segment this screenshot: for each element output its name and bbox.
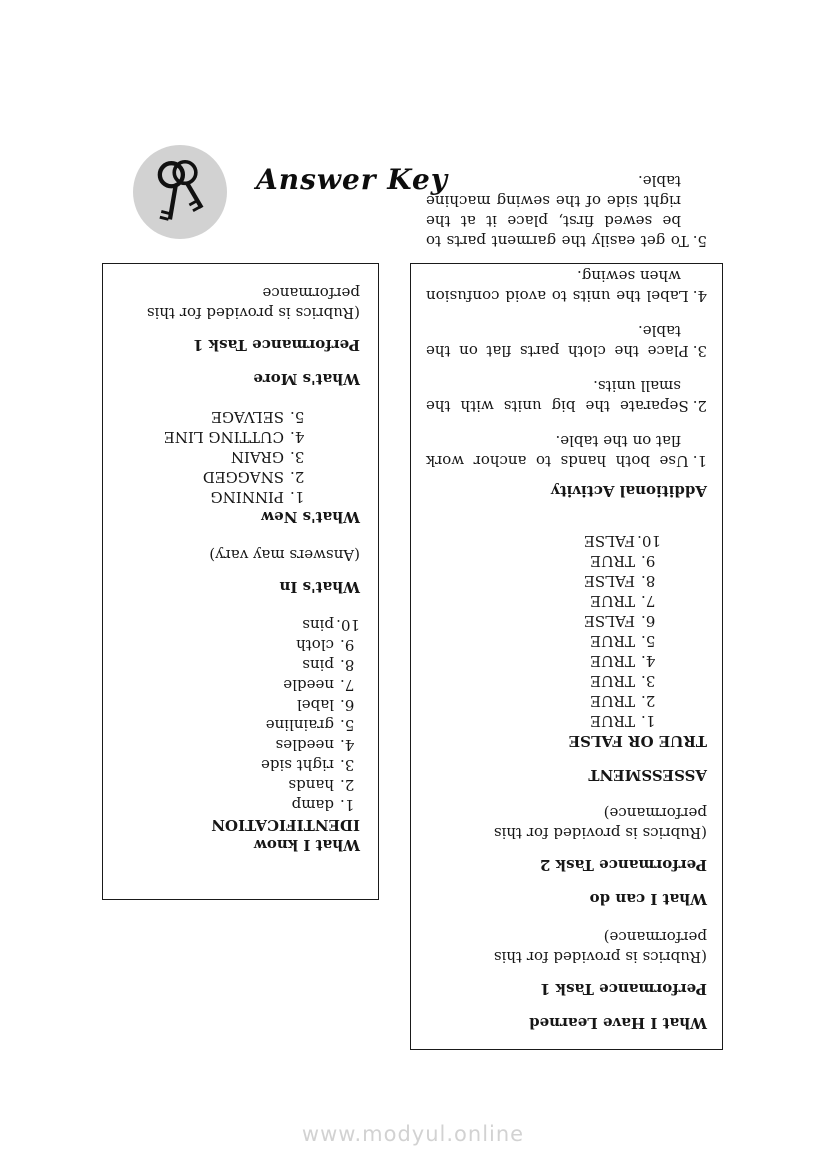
- item-text: PINNING: [210, 488, 284, 506]
- item-number: 5.: [290, 408, 305, 426]
- answer-list-item: [426, 571, 661, 591]
- item-text: FALSE: [583, 572, 635, 590]
- section-heading: ASSESSMENT: [588, 766, 707, 784]
- item-text: damp: [291, 796, 334, 814]
- answer-list-item: [426, 611, 661, 631]
- item-text: TRUE: [590, 672, 635, 690]
- performance-task-label: Performance Task 1: [539, 980, 707, 998]
- item-text: Place the cloth parts flat on the table.: [426, 322, 689, 360]
- answer-list-item: [121, 715, 360, 735]
- item-number: 5.: [641, 632, 656, 650]
- item-number: 9.: [340, 636, 355, 654]
- answer-list-item: [121, 635, 360, 655]
- answer-list-item: [121, 407, 310, 427]
- item-number: 2.: [290, 468, 305, 486]
- answer-paragraph: [426, 171, 707, 251]
- item-text: GRAIN: [230, 448, 284, 466]
- item-text: pins: [302, 616, 334, 634]
- section-what-i-can-do: [426, 803, 707, 909]
- item-text: needles: [275, 736, 334, 754]
- whats-new-answer-list: [121, 407, 310, 507]
- additional-activity-list: [426, 171, 707, 471]
- item-number: 4.: [290, 428, 305, 446]
- answer-paragraph: [426, 321, 707, 361]
- answer-box-left: [102, 263, 379, 900]
- item-text: FALSE: [583, 612, 635, 630]
- item-number: 3.: [340, 756, 355, 774]
- answer-list-item: [426, 671, 661, 691]
- true-false-answer-list: [426, 531, 661, 731]
- answer-list-item: [426, 551, 661, 571]
- section-whats-more: [121, 283, 360, 389]
- section-whats-in: [121, 545, 360, 597]
- answer-list-item: [121, 795, 360, 815]
- item-text: Use both hands to anchor work flat on the table.: [426, 432, 689, 470]
- item-number: 2.: [692, 397, 707, 415]
- item-number: 4.: [641, 652, 656, 670]
- answer-list-item: [426, 631, 661, 651]
- item-number: 6.: [641, 612, 656, 630]
- section-additional-activity: [426, 171, 707, 501]
- answer-list-item: [121, 467, 310, 487]
- answer-list-item: [121, 675, 360, 695]
- answer-list-item: [426, 591, 661, 611]
- answer-list-item: [426, 651, 661, 671]
- item-number: 3.: [290, 448, 305, 466]
- key-icon-badge: [133, 145, 227, 239]
- section-note: (Answers may vary): [209, 546, 360, 564]
- item-text: cloth: [296, 636, 334, 654]
- item-text: grainline: [265, 716, 334, 734]
- item-text: right side: [260, 756, 334, 774]
- item-text: hands: [288, 776, 334, 794]
- section-heading: What I know: [253, 836, 360, 854]
- item-number: 4.: [340, 736, 355, 754]
- item-number: 4.: [692, 287, 707, 305]
- section-heading: What's More: [253, 370, 360, 388]
- item-number: 1.: [641, 712, 656, 730]
- item-text: Label the units to avoid confusion when sewing.: [426, 267, 689, 305]
- item-text: TRUE: [590, 632, 635, 650]
- watermark-text: www.modyul.online: [301, 1122, 525, 1146]
- item-text: TRUE: [590, 552, 635, 570]
- item-number: 2.: [641, 692, 656, 710]
- answer-paragraph: [426, 266, 707, 306]
- item-number: 5.: [340, 716, 355, 734]
- item-text: SELVAGE: [211, 408, 284, 426]
- item-number: 1.: [692, 452, 707, 470]
- answer-list-item: [121, 755, 360, 775]
- answer-list-item: [121, 427, 310, 447]
- answer-list-item: [121, 447, 310, 467]
- section-heading: What's In: [279, 578, 360, 596]
- answer-box-left-content: [103, 264, 378, 899]
- item-number: 10.: [336, 616, 360, 634]
- answer-list-item: [121, 487, 310, 507]
- keys-icon: [144, 154, 216, 230]
- item-text: needle: [283, 676, 334, 694]
- item-text: TRUE: [590, 592, 635, 610]
- item-number: 10.: [637, 532, 661, 550]
- item-text: label: [296, 696, 334, 714]
- answer-list-item: [121, 655, 360, 675]
- answer-list-item: [121, 775, 360, 795]
- performance-task-label: Performance Task 1: [192, 336, 360, 354]
- item-number: 5.: [692, 232, 707, 250]
- section-heading: What's New: [261, 508, 360, 526]
- item-number: 9.: [641, 552, 656, 570]
- item-text: SNAGGED: [202, 468, 284, 486]
- rubrics-note: (Rubrics is provided for this performance): [493, 804, 707, 842]
- item-text: pins: [302, 656, 334, 674]
- section-assessment: [426, 531, 707, 785]
- identification-answer-list: [121, 615, 360, 815]
- section-heading: Additional Activity: [551, 482, 707, 500]
- answer-list-item: [426, 691, 661, 711]
- item-text: To get easily the garment parts to be sewed first, place it at the right side of the sewing machine table.: [426, 172, 689, 250]
- item-number: 8.: [340, 656, 355, 674]
- item-number: 2.: [340, 776, 355, 794]
- item-text: TRUE: [590, 712, 635, 730]
- section-what-i-have-learned: [426, 927, 707, 1033]
- item-number: 3.: [692, 342, 707, 360]
- rubrics-note: (Rubrics is provided for this performance: [146, 284, 360, 322]
- answer-list-item: [121, 615, 360, 635]
- item-number: 1.: [340, 796, 355, 814]
- rubrics-note: (Rubrics is provided for this performance): [493, 928, 707, 966]
- section-subheading: TRUE OR FALSE: [568, 732, 707, 750]
- answer-list-item: [121, 735, 360, 755]
- item-text: TRUE: [590, 692, 635, 710]
- answer-paragraph: [426, 431, 707, 471]
- item-number: 6.: [340, 696, 355, 714]
- section-whats-new: [121, 407, 360, 527]
- answer-box-right: [410, 172, 723, 1050]
- item-number: 7.: [340, 676, 355, 694]
- answer-list-item: [426, 711, 661, 731]
- item-text: TRUE: [590, 652, 635, 670]
- section-subheading: IDENTIFICATION: [211, 816, 360, 834]
- performance-task-label: Performance Task 2: [539, 856, 707, 874]
- item-number: 8.: [641, 572, 656, 590]
- answer-list-item: [426, 531, 661, 551]
- item-text: CUTTING LINE: [163, 428, 284, 446]
- page-title: Answer Key: [256, 163, 449, 196]
- answer-list-item: [121, 695, 360, 715]
- item-text: Separate the big units with the small units.: [426, 377, 689, 415]
- answer-paragraph: [426, 376, 707, 416]
- item-number: 7.: [641, 592, 656, 610]
- item-text: FALSE: [583, 532, 635, 550]
- section-heading: What I can do: [589, 890, 707, 908]
- section-heading: What I Have Learned: [529, 1014, 707, 1032]
- section-what-i-know: [121, 615, 360, 855]
- answer-box-right-content: [411, 172, 722, 1049]
- item-number: 1.: [290, 488, 305, 506]
- item-number: 3.: [641, 672, 656, 690]
